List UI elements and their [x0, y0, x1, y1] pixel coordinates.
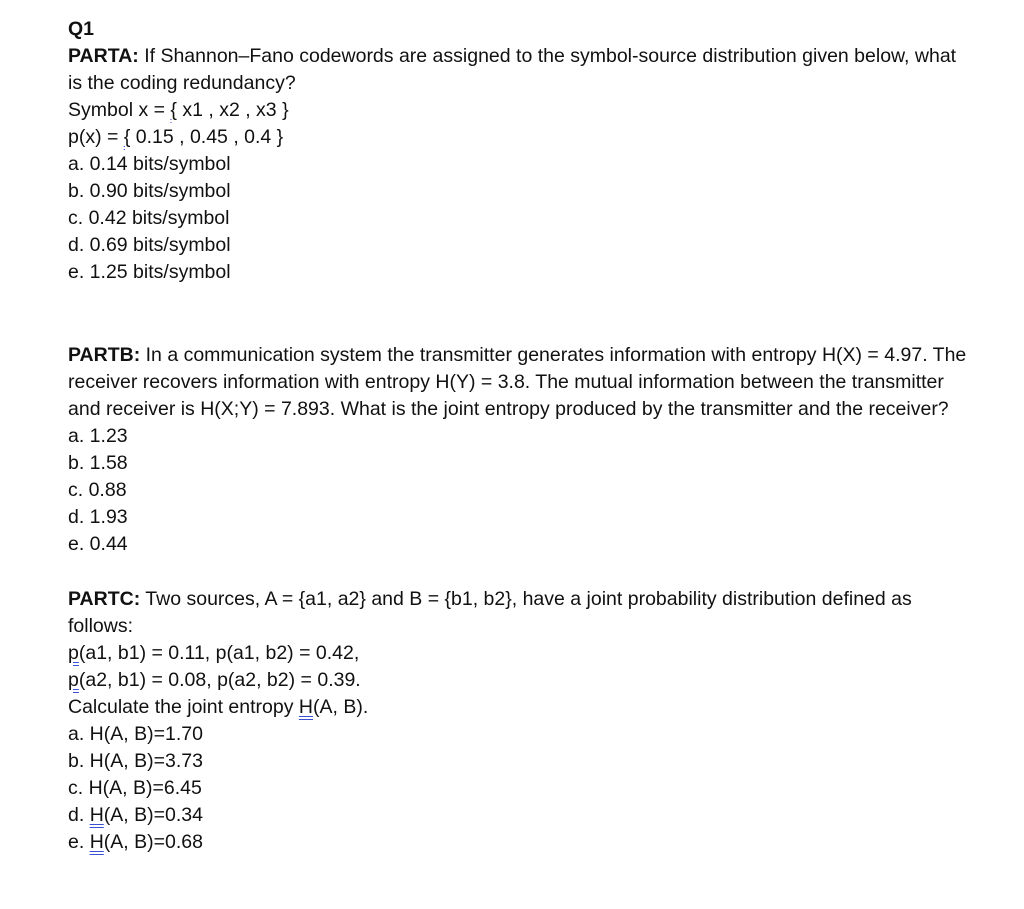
part-b-label: PARTB:: [68, 344, 141, 366]
part-c-question: [68, 586, 968, 640]
part-a-text: If Shannon–Fano codewords are assigned to the symbol-source distribution given below, what is the coding redundancy?: [68, 45, 957, 94]
part-a-option-c: c. 0.42 bits/symbol: [68, 207, 230, 229]
part-b-option-e: e. 0.44: [68, 533, 128, 555]
part-c-calc-line: Calculate the joint entropy H(A, B).: [68, 696, 369, 718]
part-a-symbol-line: Symbol x = { x1 , x2 , x3 }: [68, 99, 289, 121]
part-b-text: In a communication system the transmitter generates information with entropy H(X) = 4.97. The receiver recovers information with entropy H(Y) = 3.8. The mutual information between the transmitter and receiver is H(X;Y) = 7.893. What is the joint entropy produced by the transmitter and the receiver?: [68, 344, 967, 420]
part-c-option-a: a. H(A, B)=1.70: [68, 723, 203, 745]
part-b-option-a: a. 1.23: [68, 425, 128, 447]
part-a-option-e: e. 1.25 bits/symbol: [68, 261, 231, 283]
part-a-option-a: a. 0.14 bits/symbol: [68, 153, 231, 175]
part-c-option-d: d. H(A, B)=0.34: [68, 804, 203, 826]
part-c-dist-line-2: p(a2, b1) = 0.08, p(a2, b2) = 0.39.: [68, 669, 361, 691]
symbol-brace: {: [170, 99, 177, 121]
part-b-option-d: d. 1.93: [68, 506, 128, 528]
part-a-option-d: d. 0.69 bits/symbol: [68, 234, 231, 256]
part-c-text: Two sources, A = {a1, a2} and B = {b1, b2}, have a joint probability distribution defined as follows:: [68, 588, 912, 637]
part-b-question: [68, 342, 968, 423]
part-a-option-b: b. 0.90 bits/symbol: [68, 180, 231, 202]
part-c-option-c: c. H(A, B)=6.45: [68, 777, 202, 799]
part-a-question: [68, 43, 968, 97]
part-a-prob-line: p(x) = { 0.15 , 0.45 , 0.4 }: [68, 126, 284, 148]
part-c-dist-line-1: p(a1, b1) = 0.11, p(a1, b2) = 0.42,: [68, 642, 360, 664]
part-b-option-c: c. 0.88: [68, 479, 127, 501]
prob-brace: {: [123, 126, 131, 148]
part-c-option-b: b. H(A, B)=3.73: [68, 750, 203, 772]
part-c-option-e: e. H(A, B)=0.68: [68, 831, 203, 853]
document-page: [68, 16, 968, 856]
question-title: Q1: [68, 18, 95, 40]
part-b-option-b: b. 1.58: [68, 452, 128, 474]
part-a-label: PARTA:: [68, 45, 139, 67]
part-c-label: PARTC:: [68, 588, 141, 610]
